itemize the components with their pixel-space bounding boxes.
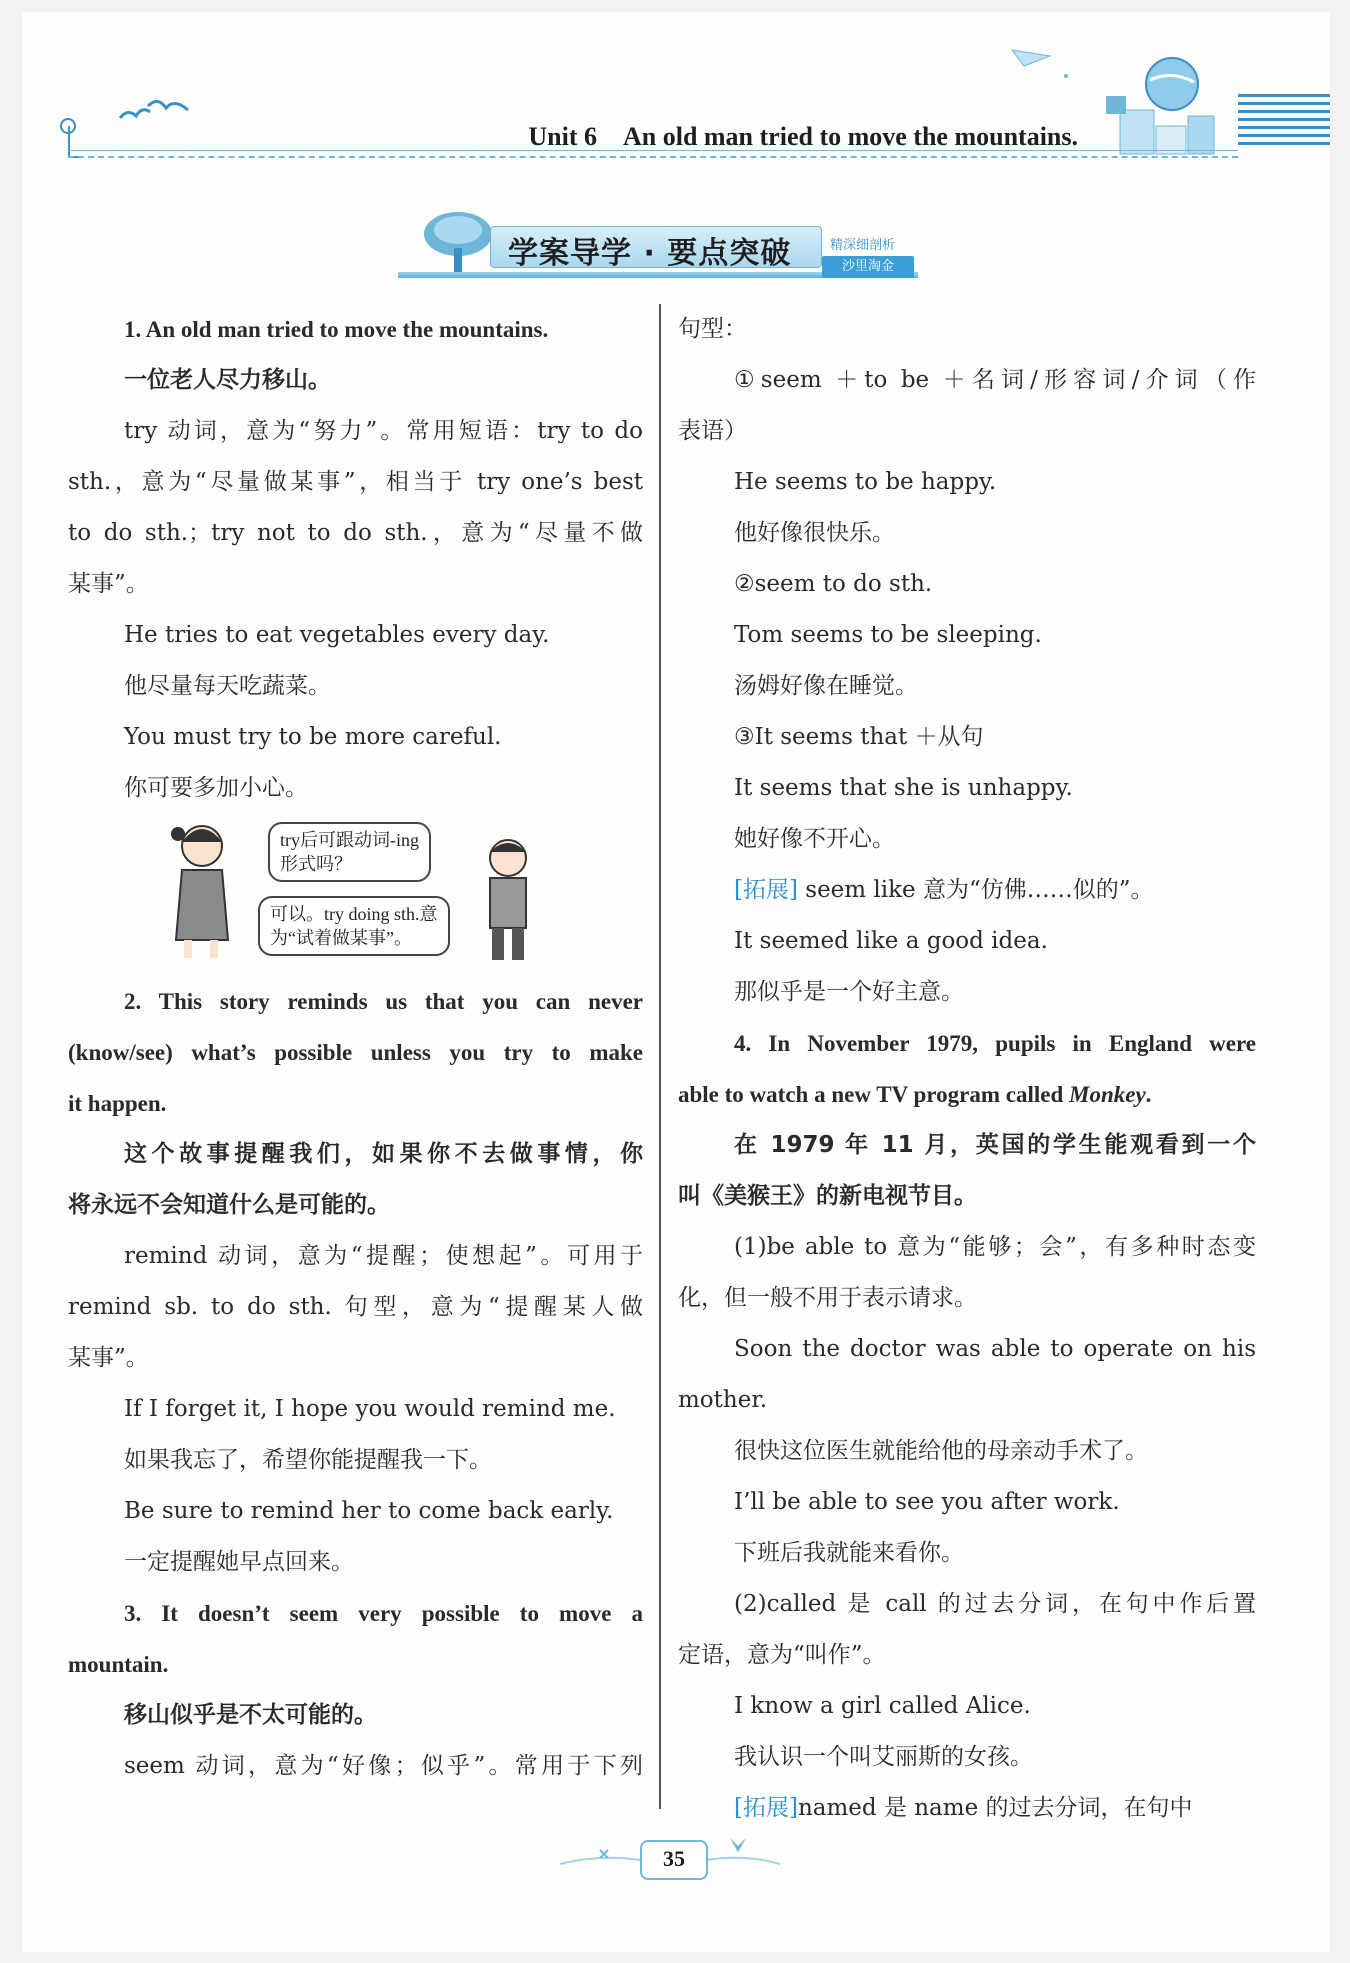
pattern-2: ②seem to do sth. — [734, 571, 933, 597]
header-bracket — [68, 126, 84, 158]
body-text: try 动词，意为“努力”。常用短语：try to do — [124, 418, 643, 444]
example-translation: 他尽量每天吃蔬菜。 — [124, 673, 331, 699]
body-text: sth.，意为“尽量做某事”，相当于 try one’s best — [68, 469, 643, 495]
example-translation: 很快这位医生就能给他的母亲动手术了。 — [734, 1438, 1148, 1464]
body-text: remind sb. to do sth. 句型，意为“提醒某人做 — [68, 1294, 643, 1320]
example-translation: 我认识一个叫艾丽斯的女孩。 — [734, 1744, 1033, 1770]
body-text: to do sth.；try not to do sth.，意为“尽量不做 — [68, 520, 643, 546]
extension-tag: [拓展] — [734, 877, 798, 903]
point-1-translation: 一位老人尽力移山。 — [124, 367, 331, 393]
banner-subtitle: 精深细剖析 — [830, 238, 896, 253]
example-sentence: You must try to be more careful. — [124, 724, 502, 750]
example-translation: 那似乎是一个好主意。 — [734, 979, 964, 1005]
globe-books-icon — [1100, 40, 1240, 160]
example-translation: 一定提醒她早点回来。 — [124, 1549, 354, 1575]
example-sentence: If I forget it, I hope you would remind me. — [124, 1396, 616, 1422]
birds-icon — [118, 96, 198, 136]
boy-icon — [478, 834, 538, 964]
extension-note — [678, 865, 1256, 916]
example-translation: 如果我忘了，希望你能提醒我一下。 — [124, 1447, 492, 1473]
example-translation: 汤姆好像在睡觉。 — [734, 673, 918, 699]
body-text: 化，但一般不用于表示请求。 — [678, 1285, 977, 1311]
extension-text: named 是 name 的过去分词，在句中 — [797, 1795, 1193, 1821]
point-2-heading: 2. This story reminds us that you can never — [124, 989, 643, 1014]
left-column — [68, 304, 643, 1792]
point-4-translation: 在 1979 年 11 月，英国的学生能观看到一个 — [734, 1132, 1256, 1158]
example-sentence: Tom seems to be sleeping. — [734, 622, 1042, 648]
extension-tag: [拓展] — [734, 1795, 798, 1821]
column-divider — [659, 304, 661, 1809]
girl-icon — [168, 820, 238, 960]
heading-text: . — [1145, 1082, 1152, 1107]
body-text: 定语，意为“叫作”。 — [678, 1642, 886, 1668]
extension-text: seem like 意为“仿佛……似的”。 — [797, 877, 1154, 903]
heading-text: able to watch a new TV program called — [678, 1082, 1069, 1107]
example-sentence: Soon the doctor was able to operate on his — [734, 1336, 1256, 1362]
pattern-3: ③It seems that ＋从句 — [734, 724, 984, 750]
example-sentence: It seems that she is unhappy. — [734, 775, 1073, 801]
body-text: 句型： — [678, 316, 747, 342]
point-4-heading: 4. In November 1979, pupils in England were — [734, 1031, 1256, 1056]
tree-icon — [418, 208, 498, 278]
example-sentence: I’ll be able to see you after work. — [734, 1489, 1120, 1515]
body-text: (1)be able to 意为“能够；会”，有多种时态变 — [734, 1234, 1256, 1260]
dialogue-illustration — [68, 820, 643, 968]
example-translation: 你可要多加小心。 — [124, 775, 308, 801]
body-text: 某事”。 — [68, 1345, 149, 1371]
paper-plane-icon — [1010, 42, 1070, 82]
point-4-translation: 叫《美猴王》的新电视节目。 — [678, 1183, 977, 1209]
bubble-line: 可以。try doing sth.意 — [270, 904, 438, 924]
bubble-line: 为“试着做某事”。 — [270, 928, 412, 948]
program-title: Monkey — [1069, 1082, 1146, 1107]
right-column — [678, 304, 1256, 1834]
bubble-line: 形式吗？ — [280, 854, 352, 874]
unit-title: Unit 6 An old man tried to move the mountains. — [528, 122, 1078, 151]
example-sentence: He seems to be happy. — [734, 469, 997, 495]
header-dashed-rule — [68, 156, 1238, 158]
bubble-line: try后可跟动词-ing — [280, 830, 419, 850]
body-text: 表语） — [678, 418, 747, 444]
point-3-translation: 移山似乎是不太可能的。 — [124, 1702, 377, 1728]
banner-tag: 沙里淘金 — [822, 256, 914, 278]
example-sentence: mother. — [678, 1387, 768, 1413]
example-translation: 下班后我就能来看你。 — [734, 1540, 964, 1566]
point-4-heading — [678, 1069, 1256, 1120]
example-sentence: Be sure to remind her to come back early. — [124, 1498, 614, 1524]
pattern-1: ①seem ＋to be ＋名词/形容词/介词（作 — [734, 367, 1256, 393]
speech-bubble-answer — [258, 896, 450, 956]
example-sentence: He tries to eat vegetables every day. — [124, 622, 550, 648]
page-number: 35 — [640, 1840, 708, 1880]
point-1-heading: 1. An old man tried to move the mountains. — [124, 317, 549, 342]
point-2-translation: 这个故事提醒我们，如果你不去做事情，你 — [124, 1141, 643, 1167]
point-2-translation: 将永远不会知道什么是可能的。 — [68, 1192, 390, 1218]
example-translation: 她好像不开心。 — [734, 826, 895, 852]
body-text: (2)called 是 call 的过去分词，在句中作后置 — [734, 1591, 1256, 1617]
point-2-heading: it happen. — [68, 1091, 167, 1116]
point-3-heading: mountain. — [68, 1652, 169, 1677]
body-text: remind 动词，意为“提醒；使想起”。可用于 — [124, 1243, 643, 1269]
banner-title: 学案导学 · 要点突破 — [508, 236, 792, 271]
point-2-heading: (know/see) what’s possible unless you try to make — [68, 1040, 643, 1065]
body-text: seem 动词，意为“好像；似乎”。常用于下列 — [124, 1753, 643, 1779]
section-banner — [398, 218, 918, 282]
example-translation: 他好像很快乐。 — [734, 520, 895, 546]
header-stripes — [1238, 94, 1330, 158]
body-text: 某事”。 — [68, 571, 149, 597]
speech-bubble-question — [268, 822, 431, 882]
example-sentence: I know a girl called Alice. — [734, 1693, 1031, 1719]
example-sentence: It seemed like a good idea. — [734, 928, 1048, 954]
point-3-heading: 3. It doesn’t seem very possible to move a — [124, 1601, 643, 1626]
